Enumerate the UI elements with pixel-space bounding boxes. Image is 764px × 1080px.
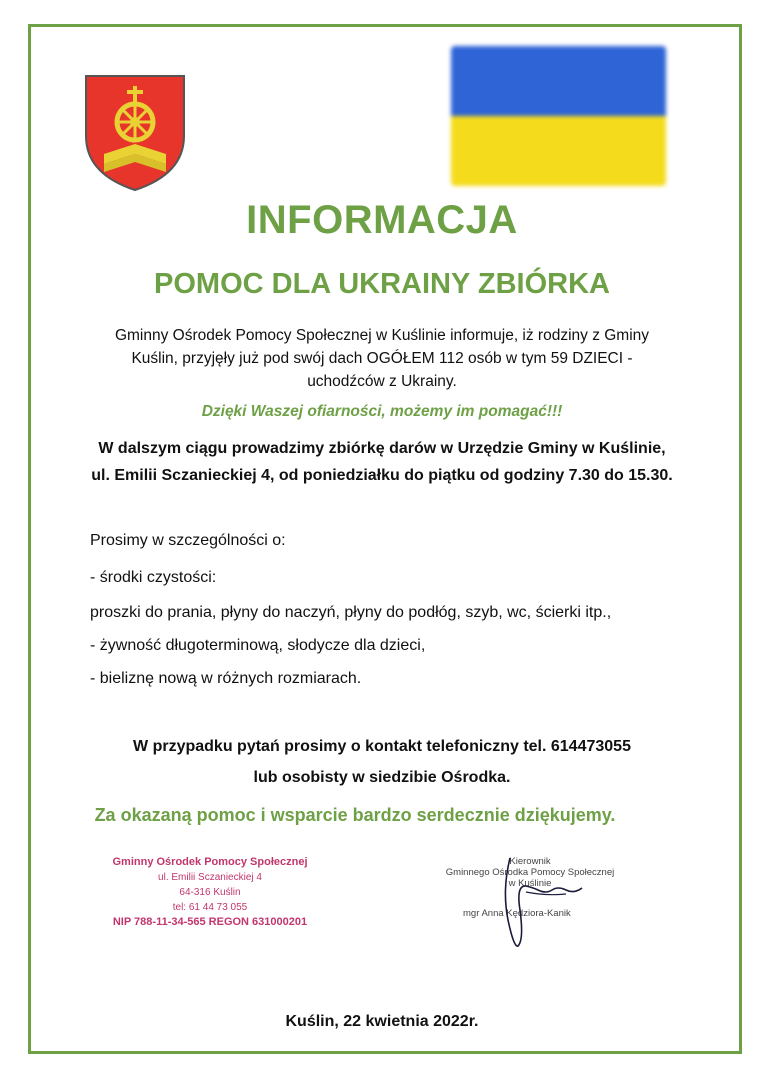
coat-of-arms-icon xyxy=(84,74,186,192)
document-date: Kuślin, 22 kwietnia 2022r. xyxy=(285,1013,479,1030)
collection-paragraph xyxy=(80,435,684,489)
flag-yellow-stripe xyxy=(451,116,666,186)
intro-line: uchodźców z Ukrainy. xyxy=(307,373,457,390)
flag-blue-stripe xyxy=(451,46,666,116)
thanks-line: Dzięki Waszej ofiarności, możemy im pomagać!!! xyxy=(201,403,563,420)
signature-place: w Kuślinie xyxy=(508,878,552,889)
stamp-phone: tel: 61 44 73 055 xyxy=(172,902,248,913)
contact-phone-line: W przypadku pytań prosimy o kontakt telefoniczny tel. 614473055 xyxy=(133,738,631,755)
signature-name: mgr Anna Kędziora-Kanik xyxy=(463,908,571,919)
stamp-name: Gminny Ośrodek Pomocy Społecznej xyxy=(112,856,308,868)
stamp-street: ul. Emilii Sczanieckiej 4 xyxy=(158,872,262,883)
document-title: INFORMACJA xyxy=(246,198,518,242)
stamp-ids: NIP 788-11-34-565 REGON 631000201 xyxy=(112,916,308,928)
request-heading: Prosimy w szczególności o: xyxy=(90,532,286,549)
request-item: - żywność długoterminową, słodycze dla dzieci, xyxy=(90,637,426,654)
signature-role: Kierownik xyxy=(509,856,551,867)
intro-line: Gminny Ośrodek Pomocy Społecznej w Kuślinie informuje, iż rodziny z Gminy xyxy=(114,327,650,344)
institution-stamp xyxy=(100,855,320,930)
closing-thanks: Za okazaną pomoc i wsparcie bardzo serdecznie dziękujemy. xyxy=(94,805,616,825)
intro-paragraph xyxy=(80,324,684,393)
request-item: - środki czystości: xyxy=(90,569,217,586)
document-subtitle: POMOC DLA UKRAINY ZBIÓRKA xyxy=(154,268,610,300)
collection-line: ul. Emilii Sczanieckiej 4, od poniedziałku do piątku od godziny 7.30 do 15.30. xyxy=(91,467,673,484)
ukraine-flag xyxy=(451,46,666,186)
request-item: - bieliznę nową w różnych rozmiarach. xyxy=(90,670,362,687)
intro-line: Kuślin, przyjęły już pod swój dach OGÓŁEM 112 osób w tym 59 DZIECI - xyxy=(131,350,633,367)
handwritten-signature-icon xyxy=(496,850,606,960)
signature-org: Gminnego Ośrodka Pomocy Społecznej xyxy=(445,867,615,878)
stamp-city: 64-316 Kuślin xyxy=(179,887,241,898)
contact-office-line: lub osobisty w siedzibie Ośrodka. xyxy=(253,769,511,786)
collection-line: W dalszym ciągu prowadzimy zbiórkę darów w Urzędzie Gminy w Kuślinie, xyxy=(98,440,666,457)
request-item: proszki do prania, płyny do naczyń, płyny do podłóg, szyb, wc, ścierki itp., xyxy=(90,604,612,621)
